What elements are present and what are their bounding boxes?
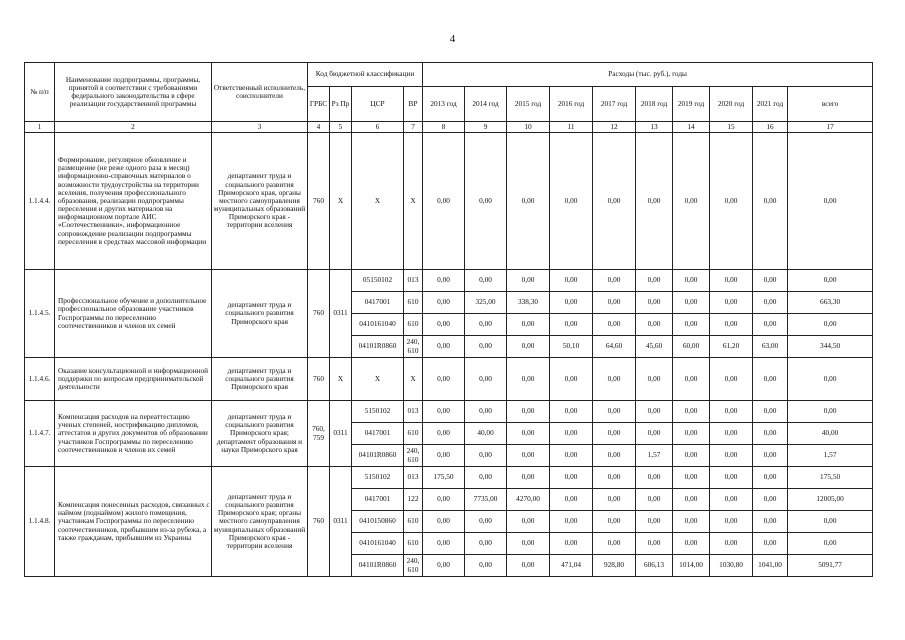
value-cell: 0,00 <box>673 423 710 445</box>
value-cell: 0,00 <box>673 270 710 292</box>
column-number: 13 <box>636 122 673 133</box>
header-year: 2017 год <box>593 87 636 122</box>
value-cell: 0,00 <box>507 314 550 336</box>
value-cell: 0,00 <box>507 358 550 401</box>
value-cell: 1,57 <box>636 445 673 467</box>
column-number: 3 <box>212 122 308 133</box>
value-cell: 0,00 <box>593 467 636 489</box>
row-responsible: департамент труда и социального развития Приморского края; департамент образования и науки Приморского края <box>212 401 308 467</box>
value-cell: 0,00 <box>507 533 550 555</box>
row-responsible: департамент труда и социального развития Приморского края, органы местного самоуправления муниципальных образований Приморского края - территории вселения <box>212 133 308 270</box>
row-vr: 013 <box>404 270 423 292</box>
row-vr: 610 <box>404 314 423 336</box>
value-cell: 0,00 <box>788 314 873 336</box>
header-rzpr: Рз Пр <box>330 87 352 122</box>
column-number: 5 <box>330 122 352 133</box>
value-cell: 0,00 <box>507 445 550 467</box>
header-year: 2021 год <box>753 87 788 122</box>
value-cell: 0,00 <box>636 423 673 445</box>
row-vr: 240, 610 <box>404 336 423 358</box>
value-cell: 0,00 <box>710 270 753 292</box>
value-cell: 0,00 <box>550 292 593 314</box>
value-cell: 0,00 <box>465 533 507 555</box>
header-year: 2015 год <box>507 87 550 122</box>
value-cell: 0,00 <box>507 401 550 423</box>
row-csr: 5150102 <box>352 467 404 489</box>
table-row <box>25 467 873 489</box>
table-row <box>25 270 873 292</box>
value-cell: 4270,00 <box>507 489 550 511</box>
value-cell: 471,04 <box>550 555 593 577</box>
row-rzpr: 0311 <box>330 467 352 577</box>
row-vr: 122 <box>404 489 423 511</box>
value-cell: 0,00 <box>593 292 636 314</box>
row-rzpr: 0311 <box>330 401 352 467</box>
value-cell: 63,00 <box>753 336 788 358</box>
header-name: Наименование подпрограммы, программы, принятой в соответствии с требованиями федерального законодательства в сфере реализации государственной программы <box>55 63 212 122</box>
value-cell: 61,20 <box>710 336 753 358</box>
row-vr: Х <box>404 133 423 270</box>
row-rzpr: 0311 <box>330 270 352 358</box>
value-cell: 0,00 <box>673 511 710 533</box>
value-cell: 0,00 <box>465 314 507 336</box>
value-cell: 0,00 <box>636 489 673 511</box>
row-rzpr: Х <box>330 133 352 270</box>
value-cell: 0,00 <box>465 445 507 467</box>
value-cell: 0,00 <box>550 270 593 292</box>
row-vr: 240, 610 <box>404 555 423 577</box>
row-csr: 5150102 <box>352 401 404 423</box>
value-cell: 0,00 <box>636 401 673 423</box>
value-cell: 0,00 <box>465 511 507 533</box>
value-cell: 7735,00 <box>465 489 507 511</box>
header-code-group: Код бюджетной классификации <box>308 63 423 87</box>
value-cell: 0,00 <box>507 423 550 445</box>
value-cell: 0,00 <box>550 423 593 445</box>
value-cell: 0,00 <box>465 358 507 401</box>
value-cell: 0,00 <box>788 358 873 401</box>
value-cell: 0,00 <box>753 292 788 314</box>
value-cell: 344,50 <box>788 336 873 358</box>
row-csr: 05150102 <box>352 270 404 292</box>
row-vr: 240, 610 <box>404 445 423 467</box>
row-vr: 013 <box>404 467 423 489</box>
column-number: 12 <box>593 122 636 133</box>
value-cell: 40,00 <box>788 423 873 445</box>
value-cell: 0,00 <box>550 133 593 270</box>
value-cell: 0,00 <box>423 270 465 292</box>
value-cell: 0,00 <box>788 511 873 533</box>
row-grbs: 760 <box>308 358 330 401</box>
column-number: 4 <box>308 122 330 133</box>
header-no: № п/п <box>25 63 55 122</box>
row-grbs: 760 <box>308 133 330 270</box>
row-csr: 0417001 <box>352 292 404 314</box>
value-cell: 0,00 <box>593 489 636 511</box>
value-cell: 0,00 <box>710 423 753 445</box>
row-csr: 04101R0860 <box>352 336 404 358</box>
value-cell: 0,00 <box>673 445 710 467</box>
header-vr: ВР <box>404 87 423 122</box>
table-row <box>25 401 873 423</box>
table-row <box>25 358 873 401</box>
value-cell: 175,50 <box>788 467 873 489</box>
header-year: 2014 год <box>465 87 507 122</box>
value-cell: 50,10 <box>550 336 593 358</box>
column-number: 14 <box>673 122 710 133</box>
value-cell: 0,00 <box>788 270 873 292</box>
value-cell: 12005,00 <box>788 489 873 511</box>
value-cell: 0,00 <box>710 489 753 511</box>
value-cell: 0,00 <box>636 314 673 336</box>
row-csr: 0417001 <box>352 489 404 511</box>
value-cell: 0,00 <box>423 423 465 445</box>
value-cell: 0,00 <box>710 133 753 270</box>
value-cell: 0,00 <box>593 133 636 270</box>
value-cell: 0,00 <box>423 533 465 555</box>
value-cell: 0,00 <box>636 511 673 533</box>
value-cell: 0,00 <box>593 533 636 555</box>
value-cell: 0,00 <box>710 401 753 423</box>
value-cell: 0,00 <box>550 401 593 423</box>
header-csr: ЦСР <box>352 87 404 122</box>
row-name: Компенсация понесенных расходов, связанных с наймом (поднаймом) жилого помещения, участникам Госпрограммы по переселению соотечественников, прибывшим из-за рубежа, а также гражданам, прибывшим из Украины <box>55 467 212 577</box>
value-cell: 0,00 <box>550 467 593 489</box>
value-cell: 0,00 <box>710 292 753 314</box>
value-cell: 0,00 <box>710 533 753 555</box>
value-cell: 5091,77 <box>788 555 873 577</box>
value-cell: 0,00 <box>710 314 753 336</box>
value-cell: 0,00 <box>465 336 507 358</box>
value-cell: 0,00 <box>423 511 465 533</box>
row-number: 1.1.4.5. <box>25 270 55 358</box>
value-cell: 0,00 <box>673 467 710 489</box>
value-cell: 0,00 <box>465 401 507 423</box>
value-cell: 0,00 <box>423 314 465 336</box>
value-cell: 64,60 <box>593 336 636 358</box>
value-cell: 0,00 <box>593 314 636 336</box>
column-number: 10 <box>507 122 550 133</box>
row-csr: 04101R0860 <box>352 445 404 467</box>
budget-table <box>24 62 873 577</box>
value-cell: 40,00 <box>465 423 507 445</box>
row-responsible: департамент труда и социального развития Приморского края <box>212 358 308 401</box>
value-cell: 0,00 <box>465 467 507 489</box>
row-vr: Х <box>404 358 423 401</box>
row-number: 1.1.4.8. <box>25 467 55 577</box>
header-responsible: Ответственный исполнитель, соисполнители <box>212 63 308 122</box>
value-cell: 0,00 <box>710 511 753 533</box>
row-csr: 04101R0860 <box>352 555 404 577</box>
value-cell: 0,00 <box>636 292 673 314</box>
value-cell: 0,00 <box>636 133 673 270</box>
value-cell: 0,00 <box>593 445 636 467</box>
value-cell: 0,00 <box>507 270 550 292</box>
value-cell: 0,00 <box>550 489 593 511</box>
row-name: Профессиональное обучение и дополнительное профессиональное образование участников Госпрограммы по переселению соотечественников и членов их семей <box>55 270 212 358</box>
column-number: 17 <box>788 122 873 133</box>
value-cell: 0,00 <box>753 533 788 555</box>
column-number: 6 <box>352 122 404 133</box>
value-cell: 606,13 <box>636 555 673 577</box>
column-number: 2 <box>55 122 212 133</box>
row-csr: 0417001 <box>352 423 404 445</box>
column-number: 1 <box>25 122 55 133</box>
row-vr: 610 <box>404 511 423 533</box>
value-cell: 0,00 <box>710 358 753 401</box>
value-cell: 0,00 <box>465 133 507 270</box>
value-cell: 0,00 <box>710 445 753 467</box>
value-cell: 0,00 <box>507 336 550 358</box>
value-cell: 0,00 <box>507 133 550 270</box>
header-expenses-group: Расходы (тыс. руб.), годы <box>423 63 873 87</box>
value-cell: 0,00 <box>593 270 636 292</box>
value-cell: 0,00 <box>753 511 788 533</box>
value-cell: 0,00 <box>788 401 873 423</box>
value-cell: 0,00 <box>423 133 465 270</box>
value-cell: 0,00 <box>423 358 465 401</box>
value-cell: 0,00 <box>753 423 788 445</box>
header-year: 2016 год <box>550 87 593 122</box>
value-cell: 0,00 <box>636 533 673 555</box>
value-cell: 0,00 <box>753 270 788 292</box>
row-name: Компенсация расходов на переаттестацию ученых степеней, нострификацию дипломов, аттестатов и других документов об образовании участников Госпрограммы по переселению соотечественников и членов их семей <box>55 401 212 467</box>
value-cell: 1,57 <box>788 445 873 467</box>
value-cell: 1041,00 <box>753 555 788 577</box>
value-cell: 0,00 <box>465 555 507 577</box>
value-cell: 0,00 <box>465 270 507 292</box>
value-cell: 0,00 <box>673 292 710 314</box>
value-cell: 0,00 <box>593 423 636 445</box>
value-cell: 0,00 <box>423 445 465 467</box>
row-number: 1.1.4.4. <box>25 133 55 270</box>
value-cell: 60,00 <box>673 336 710 358</box>
row-vr: 610 <box>404 533 423 555</box>
column-number: 16 <box>753 122 788 133</box>
value-cell: 0,00 <box>753 133 788 270</box>
row-vr: 610 <box>404 423 423 445</box>
value-cell: 0,00 <box>593 401 636 423</box>
column-number: 9 <box>465 122 507 133</box>
column-number-row <box>25 122 873 133</box>
row-grbs: 760, 759 <box>308 401 330 467</box>
value-cell: 0,00 <box>507 555 550 577</box>
value-cell: 0,00 <box>673 401 710 423</box>
value-cell: 0,00 <box>673 533 710 555</box>
value-cell: 0,00 <box>550 533 593 555</box>
row-responsible: департамент труда и социального развития Приморского края; органы местного самоуправления муниципальных образований Приморского края - территории вселения <box>212 467 308 577</box>
row-name: Оказание консультационной и информационной поддержки по вопросам предпринимательской деятельности <box>55 358 212 401</box>
column-number: 7 <box>404 122 423 133</box>
header-total: всего <box>788 87 873 122</box>
header-year: 2018 год <box>636 87 673 122</box>
header-grbs: ГРБС <box>308 87 330 122</box>
column-number: 11 <box>550 122 593 133</box>
row-csr: Х <box>352 358 404 401</box>
row-csr: 0410150860 <box>352 511 404 533</box>
value-cell: 0,00 <box>753 314 788 336</box>
row-rzpr: Х <box>330 358 352 401</box>
value-cell: 663,30 <box>788 292 873 314</box>
value-cell: 0,00 <box>753 445 788 467</box>
header-year: 2020 год <box>710 87 753 122</box>
value-cell: 0,00 <box>753 358 788 401</box>
value-cell: 0,00 <box>550 445 593 467</box>
row-grbs: 760 <box>308 270 330 358</box>
value-cell: 0,00 <box>593 358 636 401</box>
row-csr: 0410161040 <box>352 533 404 555</box>
value-cell: 0,00 <box>423 555 465 577</box>
value-cell: 0,00 <box>636 467 673 489</box>
column-number: 15 <box>710 122 753 133</box>
value-cell: 0,00 <box>507 467 550 489</box>
value-cell: 0,00 <box>550 511 593 533</box>
value-cell: 0,00 <box>423 489 465 511</box>
row-csr: 0410161040 <box>352 314 404 336</box>
row-responsible: департамент труда и социального развития Приморского края <box>212 270 308 358</box>
value-cell: 0,00 <box>636 358 673 401</box>
value-cell: 1014,00 <box>673 555 710 577</box>
page-number: 4 <box>449 33 456 45</box>
value-cell: 1030,80 <box>710 555 753 577</box>
value-cell: 0,00 <box>673 133 710 270</box>
row-vr: 013 <box>404 401 423 423</box>
header-year: 2013 год <box>423 87 465 122</box>
value-cell: 0,00 <box>753 489 788 511</box>
value-cell: 0,00 <box>788 133 873 270</box>
value-cell: 928,80 <box>593 555 636 577</box>
value-cell: 0,00 <box>550 358 593 401</box>
header-year: 2019 год <box>673 87 710 122</box>
value-cell: 338,30 <box>507 292 550 314</box>
row-name: Формирование, регулярное обновление и размещение (не реже одного раза в месяц) информационно-справочных материалов о возможности трудоустройства на территории вселения, получения профессионального образования, реализации подпрограммы переселения и других материалов на информационном портале АИС «Соотечественники», информационное сопровождение реализации подпрограммы переселения в средствах массовой информации <box>55 133 212 270</box>
value-cell: 0,00 <box>710 467 753 489</box>
value-cell: 0,00 <box>423 401 465 423</box>
row-number: 1.1.4.6. <box>25 358 55 401</box>
row-grbs: 760 <box>308 467 330 577</box>
value-cell: 175,50 <box>423 467 465 489</box>
row-number: 1.1.4.7. <box>25 401 55 467</box>
column-number: 8 <box>423 122 465 133</box>
value-cell: 0,00 <box>673 489 710 511</box>
value-cell: 0,00 <box>423 336 465 358</box>
value-cell: 0,00 <box>673 358 710 401</box>
value-cell: 0,00 <box>753 401 788 423</box>
value-cell: 0,00 <box>636 270 673 292</box>
value-cell: 0,00 <box>788 533 873 555</box>
value-cell: 325,00 <box>465 292 507 314</box>
row-vr: 610 <box>404 292 423 314</box>
table-row <box>25 133 873 270</box>
value-cell: 0,00 <box>673 314 710 336</box>
value-cell: 0,00 <box>753 467 788 489</box>
value-cell: 0,00 <box>507 511 550 533</box>
value-cell: 0,00 <box>593 511 636 533</box>
value-cell: 45,60 <box>636 336 673 358</box>
row-csr: Х <box>352 133 404 270</box>
value-cell: 0,00 <box>423 292 465 314</box>
value-cell: 0,00 <box>550 314 593 336</box>
